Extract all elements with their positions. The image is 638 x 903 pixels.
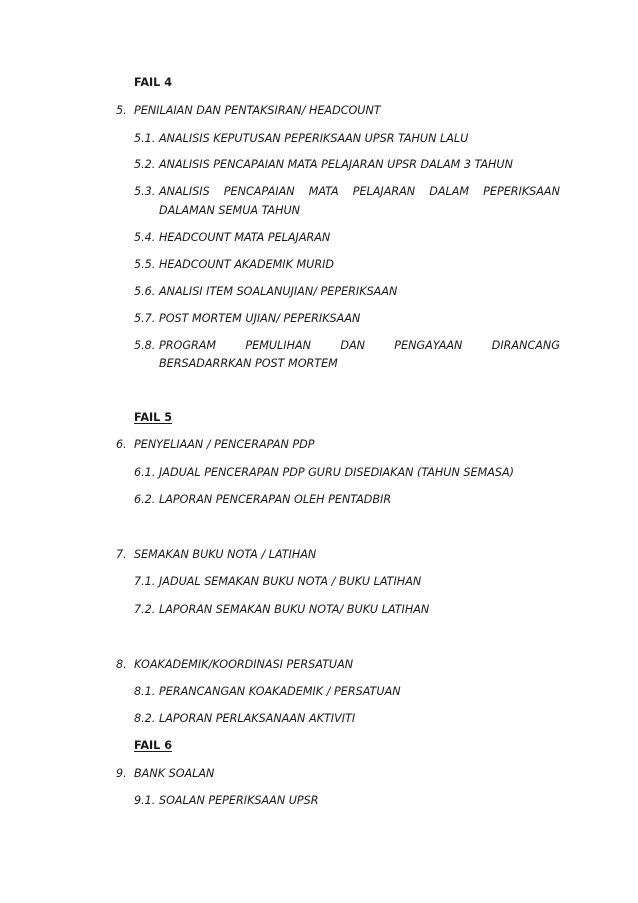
item-5-4-text: HEADCOUNT MATA PELAJARAN — [159, 231, 331, 244]
item-5-4-number: 5.4. — [134, 231, 156, 244]
item-6-1-text: JADUAL PENCERAPAN PDP GURU DISEDIAKAN (TAHUN SEMASA) — [159, 466, 515, 479]
item-8-2-text: LAPORAN PERLAKSANAAN AKTIVITI — [159, 712, 356, 725]
section-8-title: KOAKADEMIK/KOORDINASI PERSATUAN — [134, 658, 354, 671]
word: PELAJARAN — [352, 185, 416, 198]
file-heading-5: FAIL 5 — [134, 411, 172, 424]
item-6-2-text: LAPORAN PENCERAPAN OLEH PENTADBIR — [159, 493, 392, 506]
item-5-5-number: 5.5. — [134, 258, 156, 271]
item-8-1-number: 8.1. — [134, 685, 156, 698]
word: PENCAPAIAN — [223, 185, 295, 198]
item-5-5-text: HEADCOUNT AKADEMIK MURID — [159, 258, 335, 271]
section-5-number: 5. — [116, 104, 127, 117]
word: DIRANCANG — [491, 339, 560, 352]
word: PEMULIHAN — [245, 339, 312, 352]
item-5-7-text: POST MORTEM UJIAN/ PEPERIKSAAN — [159, 312, 361, 325]
item-5-1-text: ANALISIS KEPUTUSAN PEPERIKSAAN UPSR TAHUN LALU — [159, 132, 469, 145]
item-6-1-number: 6.1. — [134, 466, 156, 479]
word: DAN — [340, 339, 365, 352]
word: PEPERIKSAAN — [483, 185, 560, 198]
section-8-number: 8. — [116, 658, 127, 671]
section-6-title: PENYELIAAN / PENCERAPAN PDP — [134, 438, 315, 451]
word: MATA — [308, 185, 339, 198]
section-9-number: 9. — [116, 767, 127, 780]
item-5-2-number: 5.2. — [134, 158, 156, 171]
item-9-1-number: 9.1. — [134, 794, 156, 807]
item-5-3-text — [159, 186, 560, 197]
item-5-8-text — [159, 340, 560, 351]
item-5-3-continuation: DALAMAN SEMUA TAHUN — [159, 204, 301, 217]
section-7-number: 7. — [116, 548, 127, 561]
item-7-2-number: 7.2. — [134, 603, 156, 616]
item-9-1-text: SOALAN PEPERIKSAAN UPSR — [159, 794, 319, 807]
item-5-3-number: 5.3. — [134, 185, 156, 198]
section-7-title: SEMAKAN BUKU NOTA / LATIHAN — [134, 548, 317, 561]
item-5-8-number: 5.8. — [134, 339, 156, 352]
item-5-6-text: ANALISI ITEM SOALANUJIAN/ PEPERIKSAAN — [159, 285, 398, 298]
section-6-number: 6. — [116, 438, 127, 451]
item-7-2-text: LAPORAN SEMAKAN BUKU NOTA/ BUKU LATIHAN — [159, 603, 430, 616]
item-7-1-text: JADUAL SEMAKAN BUKU NOTA / BUKU LATIHAN — [159, 575, 422, 588]
item-5-6-number: 5.6. — [134, 285, 156, 298]
word: DALAM — [429, 185, 470, 198]
item-5-7-number: 5.7. — [134, 312, 156, 325]
word: ANALISIS — [159, 185, 210, 198]
item-7-1-number: 7.1. — [134, 575, 156, 588]
item-8-2-number: 8.2. — [134, 712, 156, 725]
word: PROGRAM — [159, 339, 217, 352]
word: PENGAYAAN — [394, 339, 463, 352]
section-5-title: PENILAIAN DAN PENTAKSIRAN/ HEADCOUNT — [134, 104, 381, 117]
item-6-2-number: 6.2. — [134, 493, 156, 506]
item-5-2-text: ANALISIS PENCAPAIAN MATA PELAJARAN UPSR DALAM 3 TAHUN — [159, 158, 513, 171]
item-8-1-text: PERANCANGAN KOAKADEMIK / PERSATUAN — [159, 685, 401, 698]
item-5-8-continuation: BERSADARRKAN POST MORTEM — [159, 357, 338, 370]
file-heading-4: FAIL 4 — [134, 76, 172, 89]
item-5-1-number: 5.1. — [134, 132, 156, 145]
section-9-title: BANK SOALAN — [134, 767, 215, 780]
file-heading-6: FAIL 6 — [134, 739, 172, 752]
